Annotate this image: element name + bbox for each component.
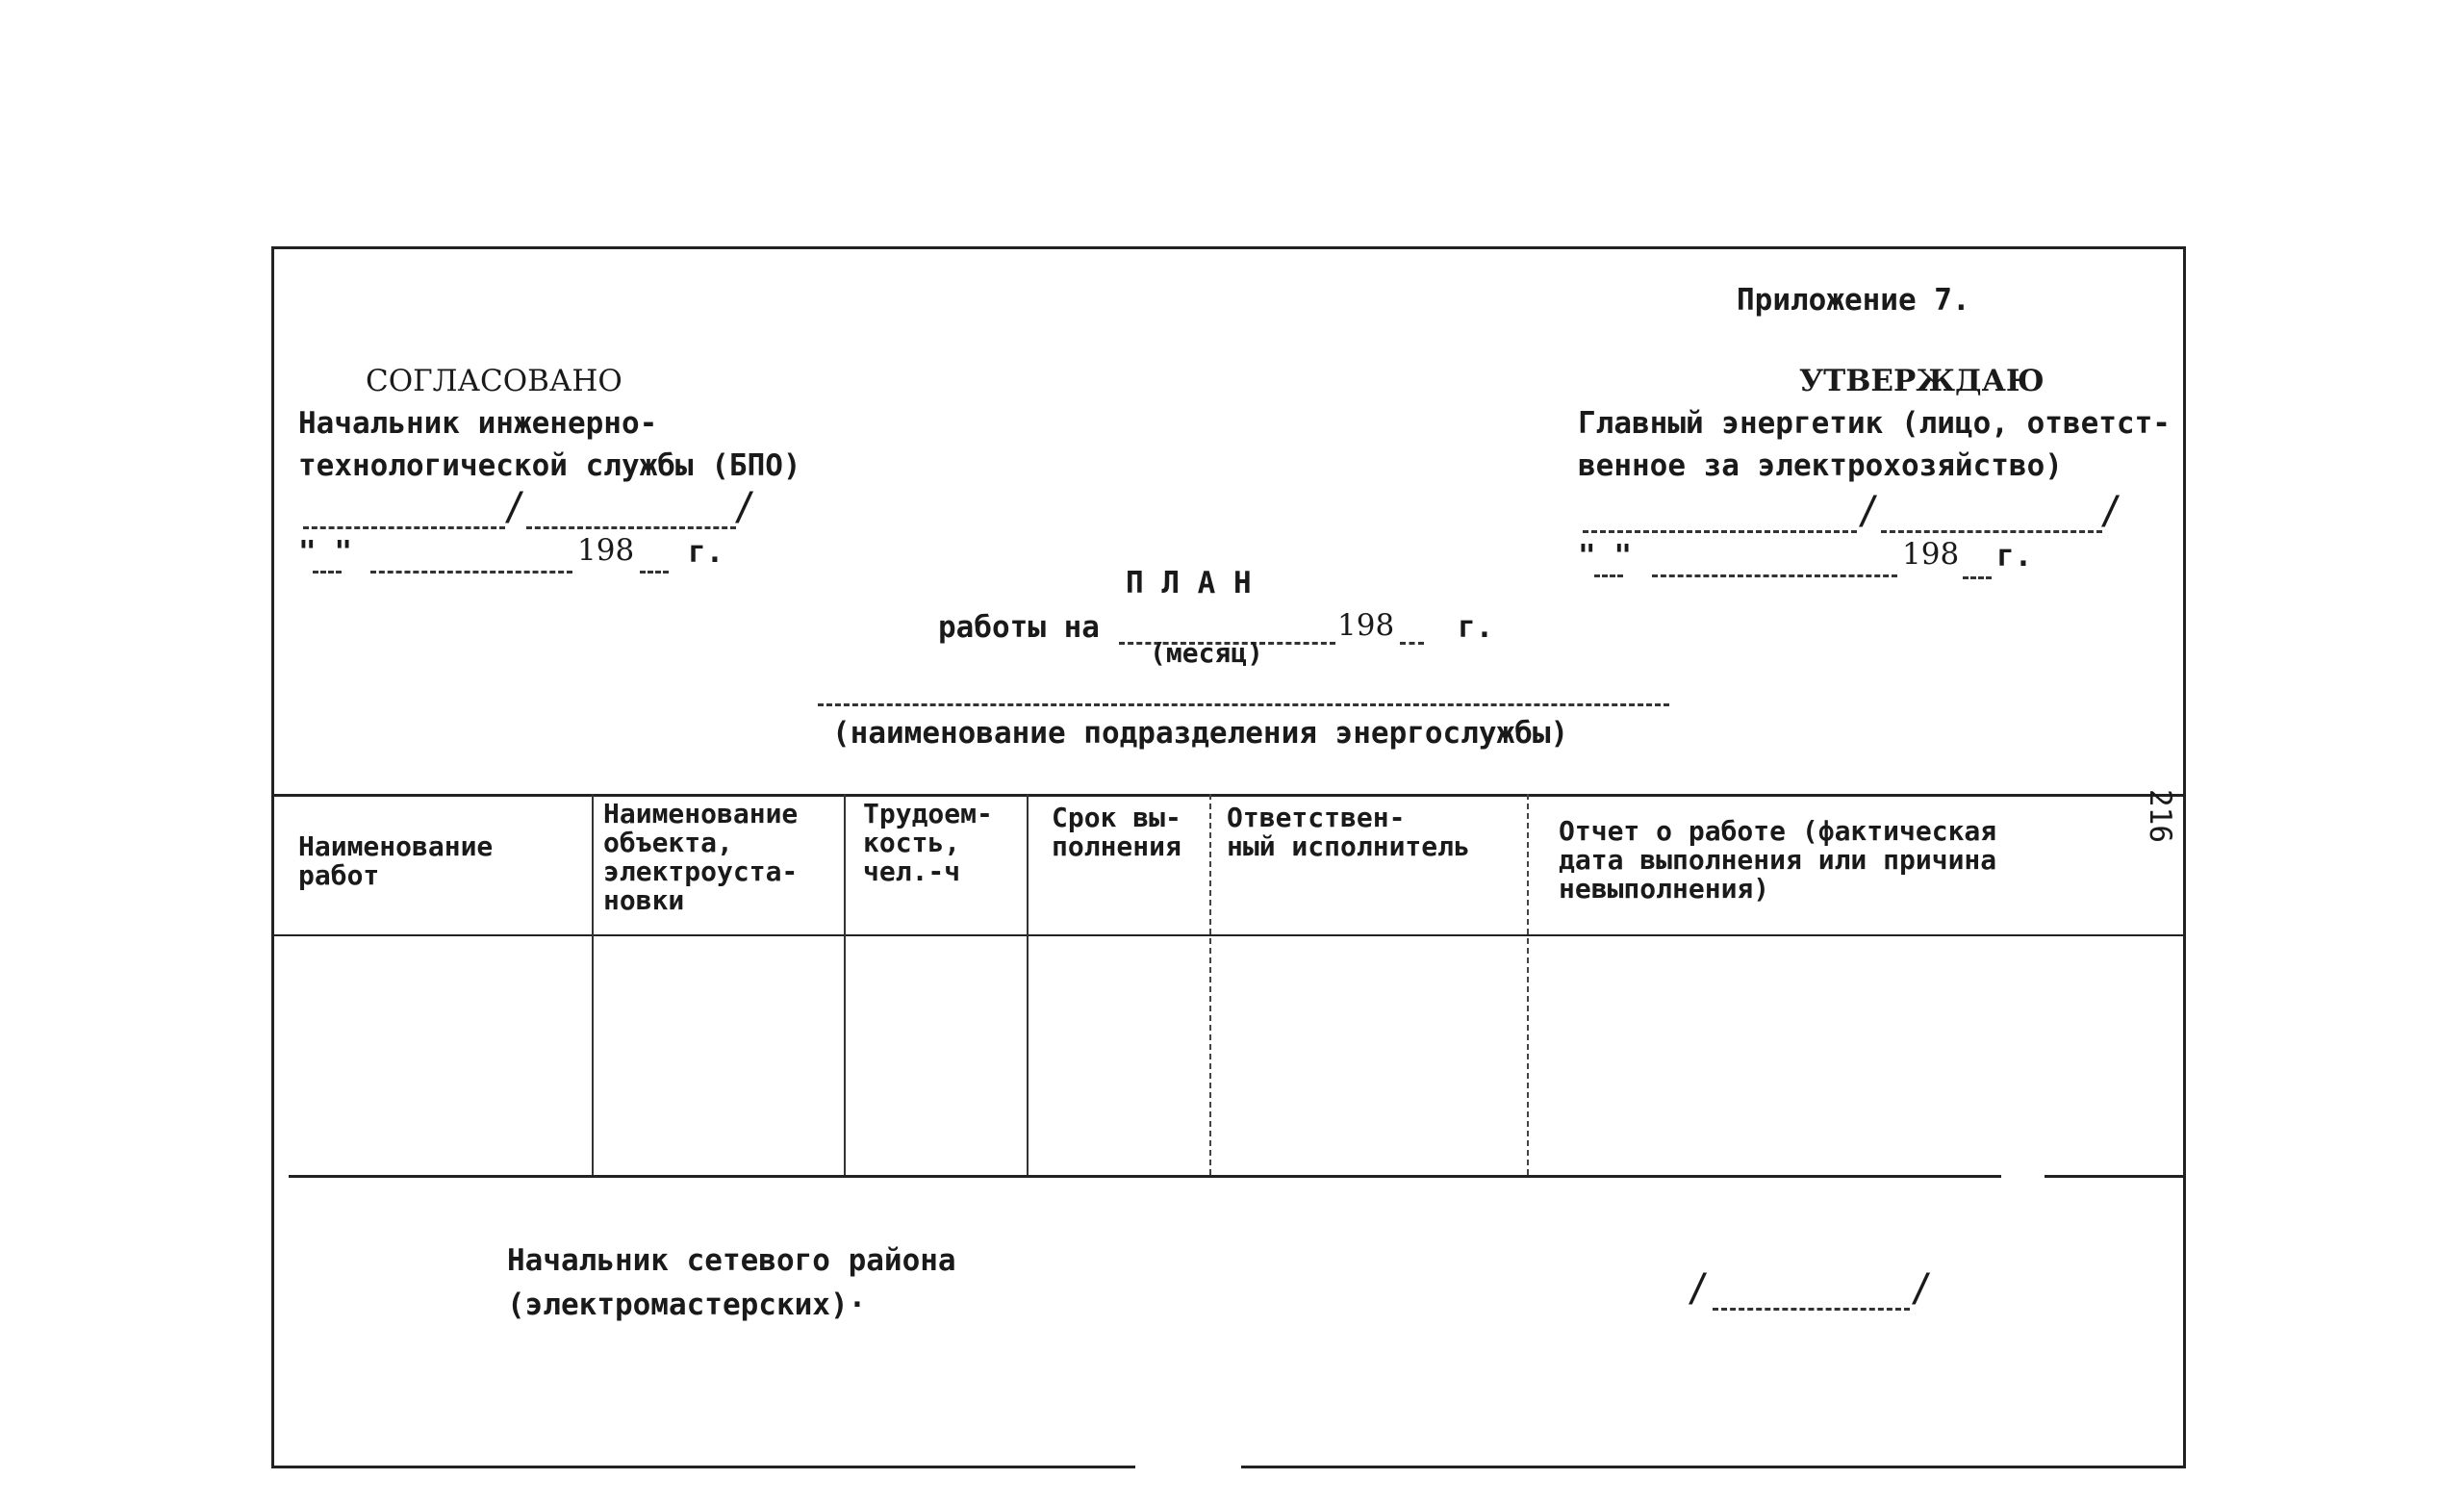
agreed-signature-slash: / <box>503 485 527 529</box>
agreed-day-line <box>313 571 342 574</box>
subdivision-hint: (наименование подразделения энергослужбы) <box>832 716 1569 751</box>
plan-year: 198 <box>1337 608 1395 643</box>
footer-signature-slash-right: / <box>1910 1266 1934 1311</box>
table-bottom-border-right <box>2045 1175 2183 1178</box>
table-header-report: Отчет о работе (фактическая дата выполнения или причина невыполнения) <box>1559 815 1997 905</box>
table-col-divider-4 <box>1209 794 1211 1175</box>
table-header-labor: Трудоем- кость, чел.-ч <box>863 798 993 887</box>
table-header-border <box>274 934 2183 936</box>
footer-position-line1: Начальник сетевого района <box>507 1243 956 1278</box>
agreed-month-line <box>370 571 572 574</box>
agreed-date-quote: " " <box>298 535 352 570</box>
table-bottom-border <box>289 1175 2001 1178</box>
agreed-year-line <box>640 571 669 574</box>
approved-signature-slash: / <box>1857 489 1881 533</box>
form-sheet <box>271 246 2186 1468</box>
table-header-responsible: Ответствен- ный исполнитель <box>1227 802 1470 862</box>
approved-date-quote: " " <box>1578 539 1632 574</box>
agreed-position-line1: Начальник инженерно- <box>298 406 658 441</box>
plan-year-suffix: г. <box>1458 610 1494 645</box>
approved-year-line <box>1963 576 1992 579</box>
approved-heading: УТВЕРЖДАЮ <box>1799 364 2045 398</box>
appendix-label: Приложение 7. <box>1737 283 1970 318</box>
table-header-work: Наименование работ <box>298 830 494 891</box>
plan-month-hint: (месяц) <box>1150 637 1264 669</box>
table-col-divider-3 <box>1027 794 1029 1175</box>
footer-signature-slash-left: / <box>1687 1266 1711 1311</box>
agreed-year-suffix: г. <box>688 535 724 570</box>
approved-month-line <box>1652 574 1897 577</box>
agreed-year: 198 <box>577 533 635 568</box>
approved-name-slash: / <box>2099 489 2123 533</box>
plan-title: П Л А Н <box>1126 566 1252 600</box>
page-number: 216 <box>2143 789 2177 843</box>
plan-year-line <box>1400 642 1424 645</box>
subdivision-line <box>818 703 1669 706</box>
agreed-name-slash: / <box>733 485 757 529</box>
approved-day-line <box>1594 574 1623 577</box>
agreed-heading: СОГЛАСОВАНО <box>366 364 622 398</box>
approved-year: 198 <box>1902 537 1960 572</box>
agreed-position-line2: технологической службы (БПО) <box>298 448 801 483</box>
approved-year-suffix: г. <box>1996 539 2033 574</box>
table-top-border <box>274 794 2183 797</box>
table-header-object: Наименование объекта, электроуста- новки <box>603 798 799 916</box>
plan-work-for: работы на <box>938 610 1100 645</box>
approved-position-line1: Главный энергетик (лицо, ответст- <box>1578 406 2171 441</box>
frame-gap <box>1135 1461 1241 1470</box>
table-header-deadline: Срок вы- полнения <box>1052 802 1181 862</box>
table-col-divider-5 <box>1527 794 1529 1175</box>
footer-position-line2: (электромастерских)· <box>507 1288 867 1322</box>
approved-position-line2: венное за электрохозяйство) <box>1578 448 2063 483</box>
approved-signature-line <box>1583 530 1857 533</box>
table-col-divider-2 <box>844 794 846 1175</box>
footer-signature-line <box>1713 1308 1910 1311</box>
table-col-divider-1 <box>592 794 594 1175</box>
agreed-signature-line <box>303 526 505 529</box>
